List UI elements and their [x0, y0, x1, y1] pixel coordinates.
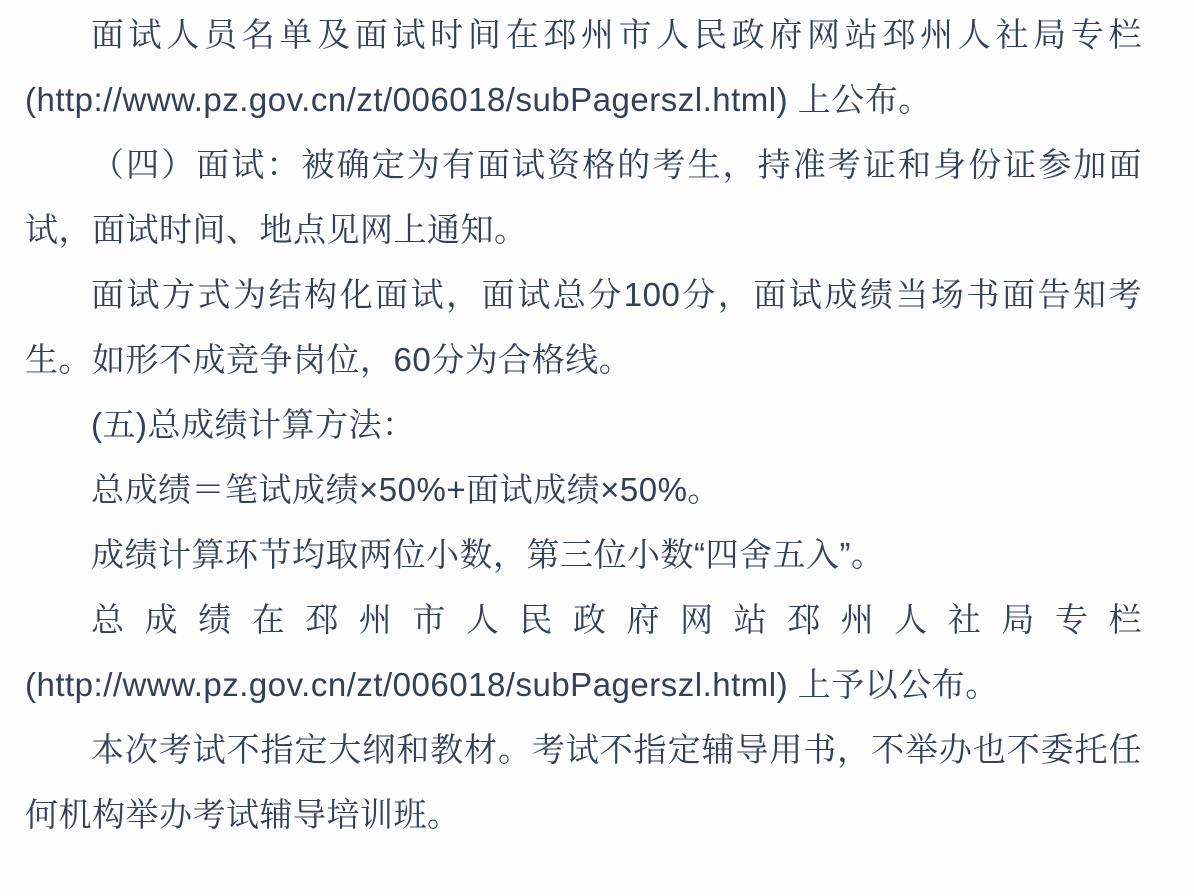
passing-score-line: 生。如形不成竞争岗位，60分为合格线。 — [25, 341, 633, 378]
total-score-url-line: (http://www.pz.gov.cn/zt/006018/subPagerszl.html) 上予以公布。 — [25, 666, 999, 703]
no-training-class-line: 何机构举办考试辅导培训班。 — [25, 796, 461, 833]
rounding-rule-line: 成绩计算环节均取两位小数，第三位小数“四舍五入”。 — [91, 536, 885, 573]
interview-list-url-line: (http://www.pz.gov.cn/zt/006018/subPagerszl.html) 上公布。 — [25, 81, 932, 118]
interview-notice-line: 试，面试时间、地点见网上通知。 — [25, 211, 528, 248]
total-score-announcement-line: 总成绩在邳州市人民政府网站邳州人社局专栏 — [91, 601, 1142, 638]
interview-format-line: 面试方式为结构化面试，面试总分100分，面试成绩当场书面告知考 — [91, 276, 1142, 313]
total-score-formula-line: 总成绩＝笔试成绩×50%+面试成绩×50%。 — [91, 471, 721, 508]
section-4-interview-line: （四）面试：被确定为有面试资格的考生，持准考证和身份证参加面 — [91, 146, 1142, 183]
no-syllabus-line: 本次考试不指定大纲和教材。考试不指定辅导用书，不举办也不委托任 — [91, 731, 1142, 768]
section-5-heading-line: (五)总成绩计算方法： — [91, 406, 416, 443]
interview-list-announcement-line: 面试人员名单及面试时间在邳州市人民政府网站邳州人社局专栏 — [91, 16, 1142, 53]
